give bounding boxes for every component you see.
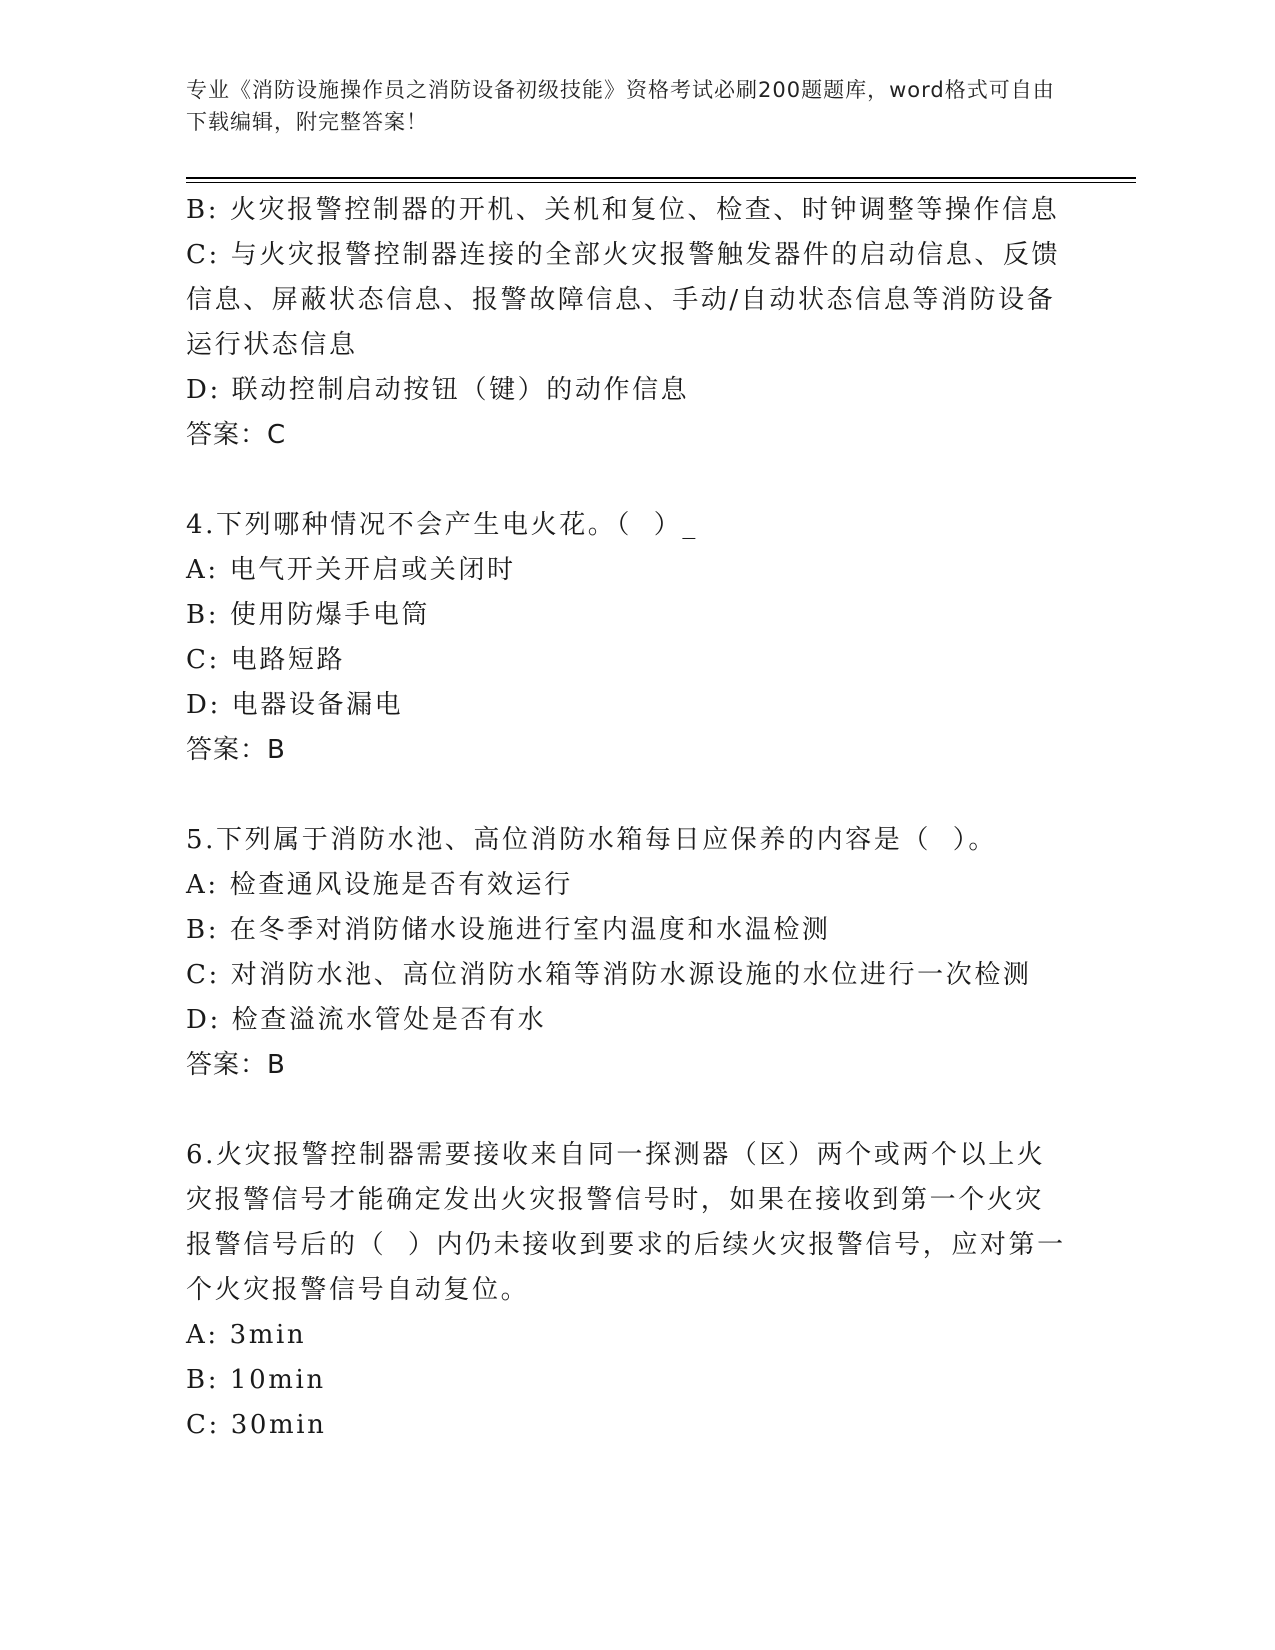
question-4 <box>186 503 1066 773</box>
q4-option-c: C: 电路短路 <box>186 645 346 675</box>
question-5 <box>186 818 1066 1088</box>
question-6 <box>186 1133 1066 1448</box>
q5-option-b: B: 在冬季对消防储水设施进行室内温度和水温检测 <box>186 915 831 945</box>
q4-stem: 4.下列哪种情况不会产生电火花。（ ）_ <box>186 510 698 540</box>
q4-answer: 答案：B <box>186 735 286 765</box>
q5-stem: 5.下列属于消防水池、高位消防水箱每日应保养的内容是（ ）。 <box>186 825 997 855</box>
q5-answer: 答案：B <box>186 1050 286 1080</box>
q6-option-b: B: 10min <box>186 1365 326 1395</box>
q6-option-a: A: 3min <box>186 1320 307 1350</box>
page-header-title: 专业《消防设施操作员之消防设备初级技能》资格考试必刷200题题库，word格式可自由下载编辑，附完整答案！ <box>186 78 1055 134</box>
header-divider-thick <box>186 177 1136 179</box>
q6-stem: 6.火灾报警控制器需要接收来自同一探测器（区）两个或两个以上火灾报警信号才能确定发出火灾报警信号时，如果在接收到第一个火灾报警信号后的（ ）内仍未接收到要求的后续火灾报警信号，应对第一个火灾报警信号自动复位。 <box>186 1140 1066 1305</box>
q6-option-c: C: 30min <box>186 1410 327 1440</box>
q3-option-b: B: 火灾报警控制器的开机、关机和复位、检查、时钟调整等操作信息 <box>186 195 1060 225</box>
q3-option-c: C: 与火灾报警控制器连接的全部火灾报警触发器件的启动信息、反馈信息、屏蔽状态信息、报警故障信息、手动/自动状态信息等消防设备运行状态信息 <box>186 240 1061 360</box>
q3-answer: 答案：C <box>186 420 287 450</box>
question-3-partial <box>186 188 1066 458</box>
q4-option-d: D: 电器设备漏电 <box>186 690 404 720</box>
q5-option-d: D: 检查溢流水管处是否有水 <box>186 1005 547 1035</box>
question-content <box>186 188 1066 1448</box>
q5-option-a: A: 检查通风设施是否有效运行 <box>186 870 573 900</box>
header-divider-thin <box>186 182 1136 183</box>
q3-option-d: D: 联动控制启动按钮（键）的动作信息 <box>186 375 690 405</box>
q4-option-a: A: 电气开关开启或关闭时 <box>186 555 516 585</box>
q4-option-b: B: 使用防爆手电筒 <box>186 600 431 630</box>
q5-option-c: C: 对消防水池、高位消防水箱等消防水源设施的水位进行一次检测 <box>186 960 1032 990</box>
